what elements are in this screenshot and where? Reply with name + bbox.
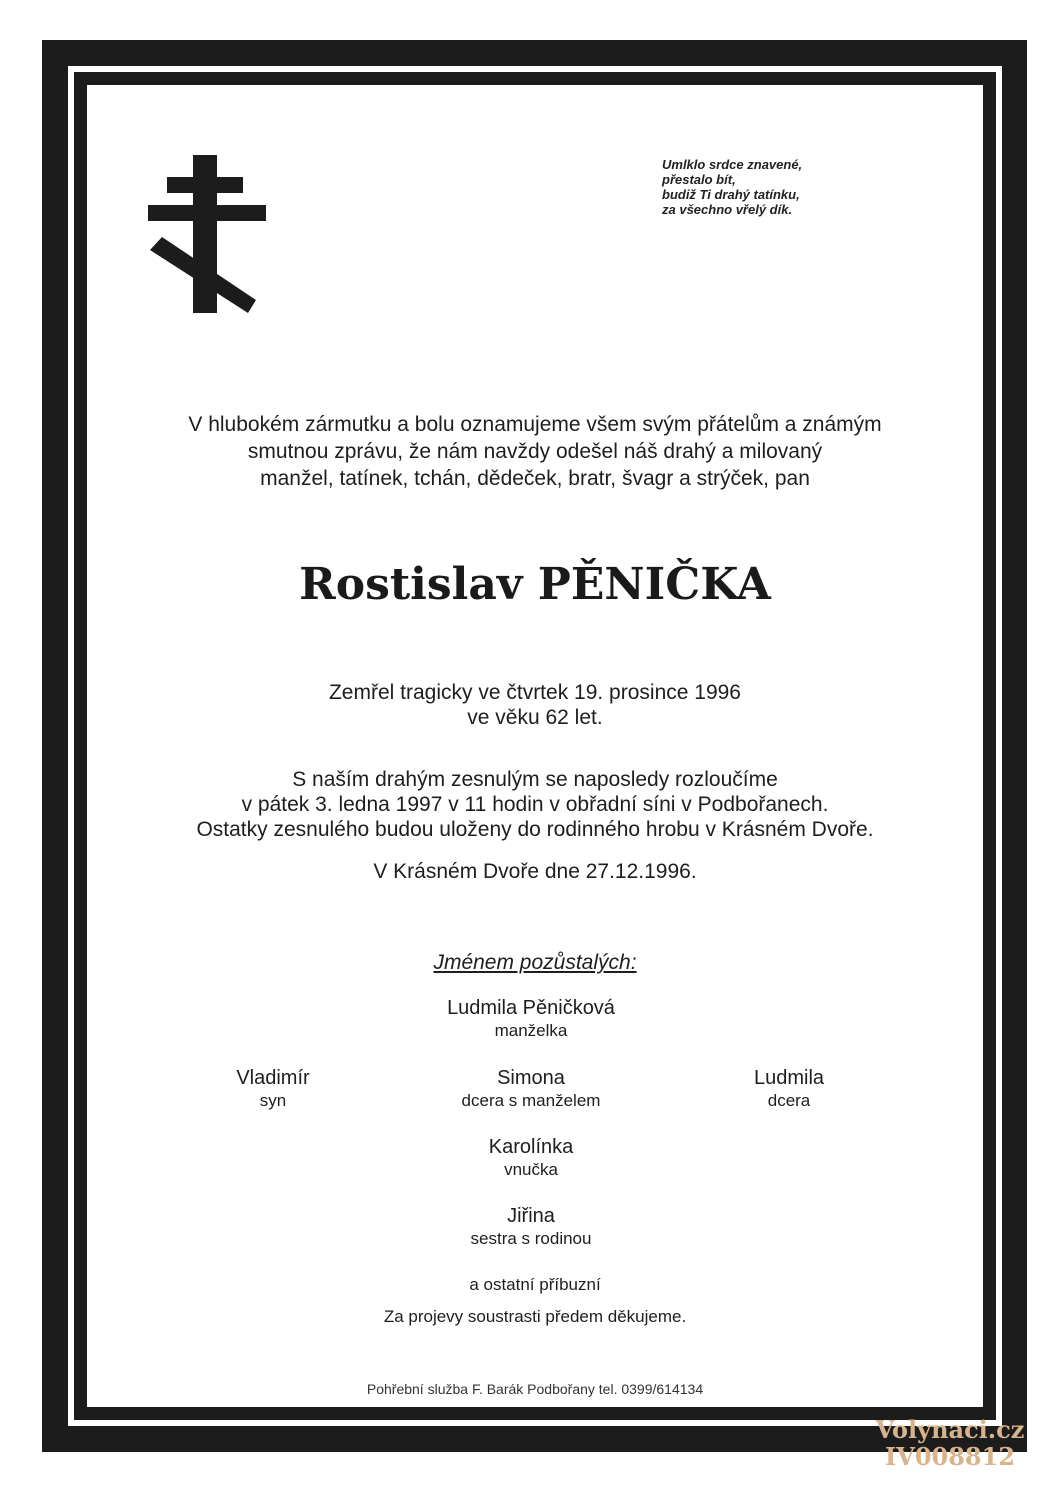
poem-line: Umlklo srdce znavené, [662, 157, 803, 172]
announcement-line: manžel, tatínek, tchán, dědeček, bratr, švagr a strýček, pan [260, 467, 810, 490]
cross-top-bar [167, 177, 243, 193]
poem-line: za všechno vřelý dík. [662, 202, 793, 217]
person-name: Vladimír [236, 1067, 310, 1089]
person-name: Jiřina [507, 1205, 555, 1227]
orthodox-cross-icon [148, 155, 268, 315]
person-relation: sestra s rodinou [470, 1229, 592, 1248]
bereaved-granddaughter [381, 1135, 681, 1181]
announcement-line: smutnou zprávu, že nám navždy odešel náš drahý a milovaný [247, 440, 823, 463]
person-relation: dcera [767, 1091, 811, 1110]
watermark-id: IV008812 [884, 1442, 1016, 1471]
person-relation: vnučka [504, 1160, 558, 1179]
watermark-site: Volynaci.cz [875, 1415, 1025, 1444]
person-name: Ludmila [753, 1067, 825, 1089]
person-name: Ludmila Pěničková [447, 997, 615, 1019]
funeral-line: Ostatky zesnulého budou uloženy do rodinného hrobu v Krásném Dvoře. [196, 818, 874, 841]
death-line: Zemřel tragicky ve čtvrtek 19. prosince 1996 [328, 681, 741, 704]
poem-line: přestalo bít, [662, 172, 736, 187]
person-relation: dcera s manželem [461, 1091, 601, 1110]
funeral-line: v pátek 3. ledna 1997 v 11 hodin v obřadní síni v Podbořanech. [241, 793, 829, 816]
place-and-date: V Krásném Dvoře dne 27.12.1996. [373, 860, 697, 883]
person-name: Karolínka [488, 1136, 574, 1158]
bereaved-wife [381, 996, 681, 1042]
funeral-line: S naším drahým zesnulým se naposledy rozloučíme [292, 768, 778, 791]
announcement-text [87, 411, 983, 492]
death-line: ve věku 62 let. [467, 706, 603, 729]
epitaph-poem [662, 157, 942, 217]
watermark [865, 1416, 1035, 1470]
person-relation: syn [259, 1091, 287, 1110]
bereaved-heading: Jménem pozůstalých: [433, 951, 637, 974]
bereaved-daughter-simona [381, 1066, 681, 1112]
thanks-note: Za projevy soustrasti předem děkujeme. [383, 1307, 687, 1326]
deceased-name: Rostislav PĚNIČKA [299, 559, 771, 610]
person-name: Simona [497, 1067, 565, 1089]
bereaved-son [123, 1066, 423, 1112]
person-relation: manželka [494, 1021, 568, 1040]
death-info [87, 680, 983, 730]
other-relatives: a ostatní příbuzní [469, 1275, 601, 1294]
bereaved-sister [381, 1204, 681, 1250]
funeral-service-footer: Pohřební služba F. Barák Podbořany tel. 0399/614134 [366, 1381, 704, 1397]
bereaved-daughter-ludmila [639, 1066, 939, 1112]
announcement-line: V hlubokém zármutku a bolu oznamujeme všem svým přátelům a známým [188, 413, 882, 436]
cross-main-bar [148, 205, 266, 221]
funeral-info [87, 767, 983, 842]
poem-line: budiž Ti drahý tatínku, [662, 187, 800, 202]
